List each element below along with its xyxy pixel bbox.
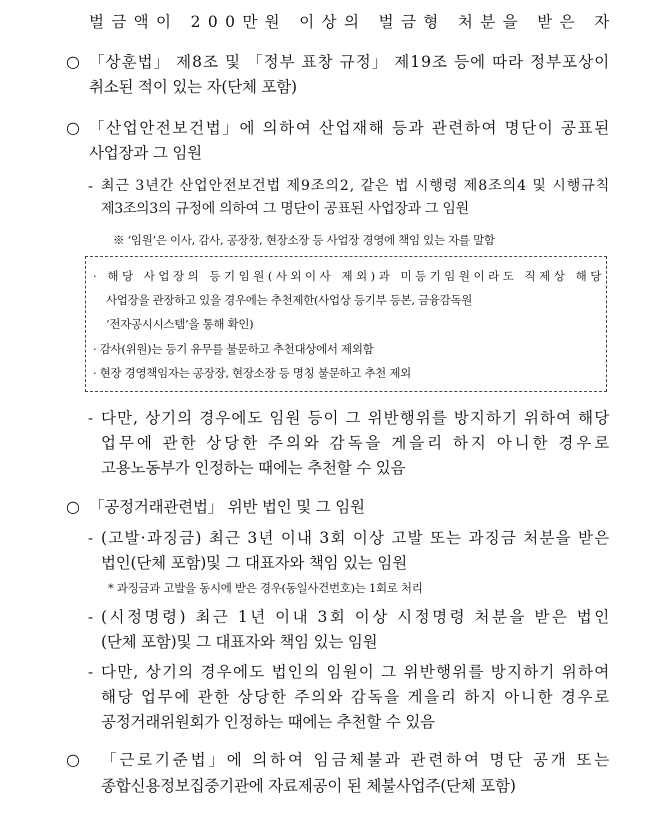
section-2-sub-2-line-1: 다만, 상기의 경우에도 임원 등이 그 위반행위를 방지하기 위하여 해당 <box>101 409 611 427</box>
section-3-sub-3-line-3: 공정거래위원회가 인정하는 때에는 추천할 수 있음 <box>101 713 435 731</box>
section-3-sub-1-line-1: (고발·과징금) 최근 3년 이내 3회 이상 고발 또는 과징금 처분을 받은 <box>101 529 611 547</box>
section-4-line-1: 「근로기준법」에 의하여 임금체불과 관련하여 명단 공개 또는 <box>101 751 613 769</box>
section-2-sub-1-line-1: 최근 3년간 산업안전보건법 제9조의2, 같은 법 시행령 제8조의4 및 시행규칙 <box>101 178 611 194</box>
section-bullet: ○ <box>66 118 80 137</box>
sub-dash: - <box>88 177 94 195</box>
box-item-1-line-1: · 해당 사업장의 등기임원(사외이사 제외)과 미등기임원이라도 직제상 해당 <box>93 269 605 283</box>
section-2-sub-2-line-3: 고용노동부가 인정하는 때에는 추천할 수 있음 <box>101 459 406 477</box>
section-1-line-1: 「상훈법」 제8조 및 「정부 표창 규정」 제19조 등에 따라 정부포상이 <box>89 53 611 71</box>
section-3-sub-3-line-1: 다만, 상기의 경우에도 법인의 임원이 그 위반행위를 방지하기 위하여 <box>101 663 611 681</box>
box-item-3: · 현장 경영책임자는 공장장, 현장소장 등 명칭 불문하고 추천 제외 <box>93 366 411 380</box>
section-2-line-2: 사업장과 그 임원 <box>89 144 202 162</box>
section-bullet: ○ <box>66 497 80 516</box>
sub-dash: - <box>88 529 94 547</box>
section-2-sub-1-line-2: 제3조의3의 규정에 의하여 그 명단이 공표된 사업장과 그 임원 <box>101 201 469 217</box>
section-2-line-1: 「산업안전보건법」에 의하여 산업재해 등과 관련하여 명단이 공표된 <box>89 119 611 137</box>
section-bullet: ○ <box>66 52 80 71</box>
section-bullet: ○ <box>66 750 80 769</box>
section-3-line-1: 「공정거래관련법」 위반 법인 및 그 임원 <box>89 498 365 516</box>
section-2-note: ※ ‘임원’은 이사, 감사, 공장장, 현장소장 등 사업장 경영에 책임 있는 자를 말함 <box>113 233 495 247</box>
section-3-sub-1-note: * 과징금과 고발을 동시에 받은 경우(동일사건번호)는 1회로 처리 <box>108 581 423 595</box>
sub-dash: - <box>88 608 94 626</box>
section-3-sub-1-line-2: 법인(단체 포함)및 그 대표자와 책임 있는 임원 <box>101 554 407 572</box>
section-3-sub-2-line-1: (시정명령) 최근 1년 이내 3회 이상 시정명령 처분을 받은 법인 <box>101 608 612 626</box>
section-2-sub-2-line-2: 업무에 관한 상당한 주의와 감독을 게을리 하지 아니한 경우로 <box>101 434 613 452</box>
box-item-1-line-2: 사업장을 관장하고 있을 경우에는 추천제한(사업상 등기부 등본, 금융감독원 <box>106 293 473 307</box>
box-item-2: · 감사(위원)는 등기 유무를 불문하고 추천대상에서 제외함 <box>93 342 374 356</box>
sub-dash: - <box>88 409 94 427</box>
section-3-sub-2-line-2: (단체 포함)및 그 대표자와 책임 있는 임원 <box>101 633 378 651</box>
section-3-sub-3-line-2: 해당 업무에 관한 상당한 주의와 감독을 게을리 하지 아니한 경우로 <box>101 688 611 706</box>
section-4-line-2: 종합신용정보집중기관에 자료제공이 된 체불사업주(단체 포함) <box>101 777 516 795</box>
box-item-1-line-3: ‘전자공시시스템’을 통해 확인) <box>106 317 254 331</box>
section-1-line-2: 취소된 적이 있는 자(단체 포함) <box>89 78 297 96</box>
intro-line: 벌금액이 200만원 이상의 벌금형 처분을 받은 자 <box>89 13 617 31</box>
sub-dash: - <box>88 663 94 681</box>
